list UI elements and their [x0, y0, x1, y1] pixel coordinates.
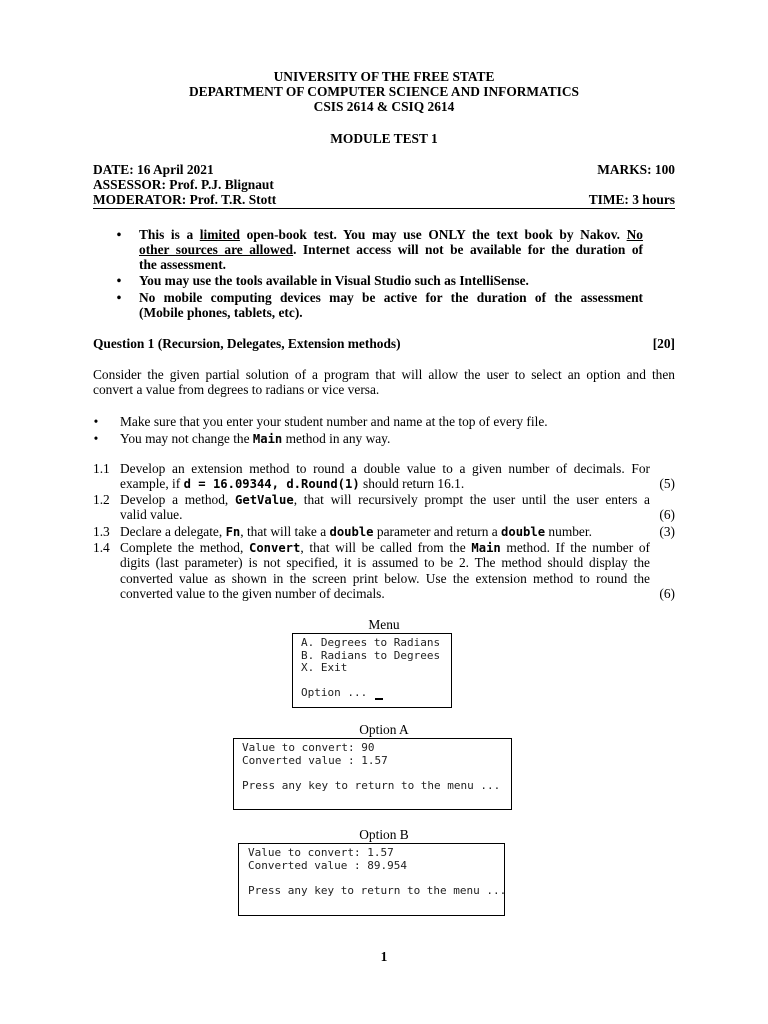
- date-label: DATE: 16 April 2021: [93, 162, 214, 177]
- item-1-4-marks: (6): [659, 586, 675, 601]
- bullet-icon: •: [116, 227, 122, 242]
- item-1-1-line-1: Develop an extension method to round a double value to a given number of decimals. For: [120, 461, 650, 476]
- option-a-console-screenshot: [233, 738, 512, 810]
- rule-3-line-2: (Mobile phones, tablets, etc).: [139, 305, 303, 320]
- item-1-3-line-1: Declare a delegate, Fn, that will take a double parameter and return a double number.: [120, 524, 592, 539]
- item-1-2-line-2: valid value.: [120, 507, 183, 522]
- item-number: 1.2: [93, 492, 110, 507]
- menu-caption: Menu: [368, 617, 400, 632]
- bullet-icon: •: [93, 431, 99, 446]
- cursor-icon: [375, 698, 383, 700]
- bullet-icon: •: [116, 273, 122, 288]
- item-1-1-marks: (5): [659, 476, 675, 491]
- item-number: 1.1: [93, 461, 110, 476]
- option-b-console-screenshot: [238, 843, 505, 916]
- option-b-caption: Option B: [359, 827, 409, 842]
- university-title: UNIVERSITY OF THE FREE STATE: [273, 69, 495, 84]
- item-1-4-line-2: digits (last parameter) is not specified, it is assumed to be 2. The method should display the: [120, 555, 650, 570]
- meta-row-date: [93, 162, 675, 178]
- rule-1-line-3: the assessment.: [139, 257, 227, 272]
- intro-line-1: Consider the given partial solution of a program that will allow the user to select an option and then: [93, 367, 675, 382]
- rule-1-line-1: This is a limited open-book test. You may use ONLY the text book by Nakov. No: [139, 227, 643, 242]
- marks-label: MARKS: 100: [597, 162, 675, 177]
- note-1: Make sure that you enter your student number and name at the top of every file.: [120, 414, 548, 429]
- note-2: You may not change the Main method in any way.: [120, 431, 391, 446]
- item-1-1-line-2: example, if d = 16.09344, d.Round(1) should return 16.1.: [120, 476, 465, 491]
- item-1-2-line-1: Develop a method, GetValue, that will recursively prompt the user until the user enters a: [120, 492, 650, 507]
- question-header: [93, 336, 675, 352]
- question-title: Question 1 (Recursion, Delegates, Extension methods): [93, 336, 401, 351]
- department-title: DEPARTMENT OF COMPUTER SCIENCE AND INFORMATICS: [189, 84, 579, 99]
- assessor-label: ASSESSOR: Prof. P.J. Blignaut: [93, 177, 274, 192]
- rule-3-line-1: No mobile computing devices may be active for the duration of the assessment: [139, 290, 643, 305]
- bullet-icon: •: [116, 290, 122, 305]
- page-number: 1: [380, 949, 388, 964]
- item-1-4-line-3: converted value as shown in the screen print below. Use the extension method to round the: [120, 571, 650, 586]
- option-b-console-text: Value to convert: 1.57 Converted value : 89.954 Press any key to return to the menu ...: [248, 846, 507, 897]
- time-label: TIME: 3 hours: [588, 192, 675, 207]
- test-title: MODULE TEST 1: [330, 131, 438, 146]
- bullet-icon: •: [93, 414, 99, 429]
- item-1-3-marks: (3): [659, 524, 675, 539]
- menu-console-screenshot: [292, 633, 452, 708]
- item-1-4-line-1: Complete the method, Convert, that will be called from the Main method. If the number of: [120, 540, 651, 555]
- option-a-caption: Option A: [359, 722, 409, 737]
- question-marks: [20]: [652, 336, 675, 351]
- item-number: 1.3: [93, 524, 110, 539]
- item-number: 1.4: [93, 540, 110, 555]
- option-a-console-text: Value to convert: 90 Converted value : 1.57 Press any key to return to the menu ...: [242, 741, 501, 792]
- rule-2: You may use the tools available in Visual Studio such as IntelliSense.: [139, 273, 529, 288]
- item-1-2-marks: (6): [659, 507, 675, 522]
- meta-row-moderator: [93, 192, 675, 208]
- item-1-4-line-4: converted value to the given number of decimals.: [120, 586, 385, 601]
- intro-line-2: convert a value from degrees to radians or vice versa.: [93, 382, 380, 397]
- course-codes: CSIS 2614 & CSIQ 2614: [313, 99, 455, 114]
- header-divider: [93, 208, 675, 209]
- menu-console-text: A. Degrees to Radians B. Radians to Degrees X. Exit Option ...: [301, 636, 441, 700]
- meta-row-assessor: [93, 177, 675, 193]
- moderator-label: MODERATOR: Prof. T.R. Stott: [93, 192, 277, 207]
- rule-1-line-2: other sources are allowed. Internet access will not be available for the duration of: [139, 242, 643, 257]
